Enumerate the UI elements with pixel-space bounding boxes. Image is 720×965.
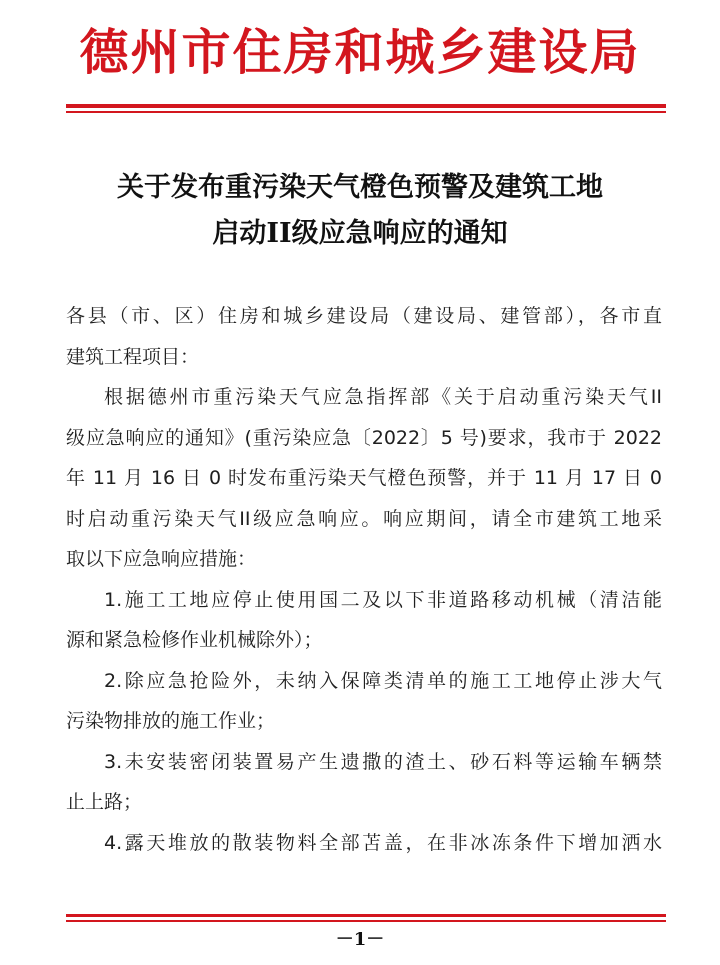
document-title-line-1: 关于发布重污染天气橙色预警及建筑工地 bbox=[117, 172, 603, 203]
body-line-para1-4: 时启动重污染天气II级应急响应。响应期间，请全市建筑工地采 bbox=[66, 507, 662, 530]
body-line-measure1-1: 1.施工工地应停止使用国二及以下非道路移动机械（清洁能 bbox=[104, 588, 662, 611]
body-line-measure4-1: 4.露天堆放的散装物料全部苫盖，在非冰冻条件下增加洒水 bbox=[104, 831, 662, 854]
letterhead-red-rule-thick bbox=[66, 104, 666, 108]
page-number: －1－ bbox=[335, 929, 385, 950]
body-line-para1-3: 年 11 月 16 日 0 时发布重污染天气橙色预警，并于 11 月 17 日 0 bbox=[66, 467, 662, 489]
document-title-line-2: 启动II级应急响应的通知 bbox=[212, 218, 508, 249]
body-line-measure2-1: 2.除应急抢险外，未纳入保障类清单的施工工地停止涉大气 bbox=[104, 669, 662, 692]
body-line-para1-1: 根据德州市重污染天气应急指挥部《关于启动重污染天气II bbox=[104, 386, 662, 408]
body-line-measure1-2: 源和紧急检修作业机械除外）； bbox=[66, 629, 323, 651]
letterhead-agency-name: 德州市住房和城乡建设局 bbox=[79, 23, 641, 81]
document-body bbox=[66, 296, 662, 863]
body-line-para1-2: 级应急响应的通知》(重污染应急〔2022〕5 号)要求，我市于 2022 bbox=[66, 426, 662, 449]
body-line-measure3-1: 3.未安装密闭装置易产生遗撒的渣土、砂石料等运输车辆禁 bbox=[104, 750, 662, 773]
body-line-measure3-2: 止上路； bbox=[66, 791, 143, 813]
body-line-measure2-2: 污染物排放的施工作业； bbox=[66, 710, 276, 732]
body-line-para1-5: 取以下应急响应措施： bbox=[66, 548, 257, 570]
footer-red-rule-thick bbox=[66, 914, 666, 917]
body-line-addressee-2: 建筑工程项目： bbox=[66, 345, 200, 368]
footer-red-rule-thin bbox=[66, 920, 666, 922]
body-line-addressee-1: 各县（市、区）住房和城乡建设局（建设局、建管部），各市直 bbox=[66, 305, 662, 327]
letterhead-red-rule-thin bbox=[66, 111, 666, 113]
